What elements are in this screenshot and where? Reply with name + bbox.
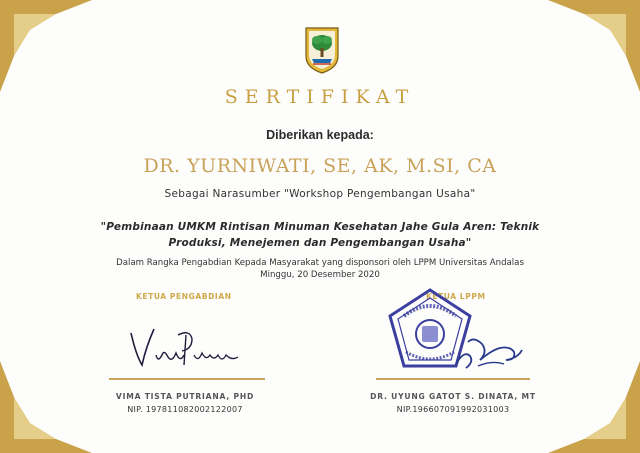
recipient-name: DR. YURNIWATI, SE, AK, M.SI, CA (143, 155, 497, 177)
left-signatory-nip: NIP. 197811082002122007 (127, 405, 243, 414)
right-signature (452, 330, 524, 372)
corner-ornament-bottom-left (0, 361, 92, 453)
left-signature-line (109, 378, 265, 380)
corner-ornament-top-left (0, 0, 92, 92)
given-to-label: Diberikan kepada: (266, 128, 374, 142)
event-date: Minggu, 20 Desember 2020 (260, 270, 380, 280)
corner-ornament-top-right (548, 0, 640, 92)
event-context (80, 257, 560, 281)
certificate-title: SERTIFIKAT (224, 86, 416, 108)
left-signatory-role: KETUA PENGABDIAN (136, 292, 232, 301)
event-theme-line-1: "Pembinaan UMKM Rintisan Minuman Kesehatan Jahe Gula Aren: Teknik (100, 221, 540, 233)
university-logo (303, 26, 341, 74)
corner-ornament-bottom-right (548, 361, 640, 453)
event-context-line-1: Dalam Rangka Pengabdian Kepada Masyarakat yang disponsori oleh LPPM Universitas Andalas (116, 258, 524, 268)
right-signature-line (376, 378, 530, 380)
right-signatory-role: KETUA LPPM (426, 292, 486, 301)
right-signatory-nip: NIP.196607091992031003 (396, 405, 510, 414)
right-signatory-name: DR. UYUNG GATOT S. DINATA, MT (370, 392, 536, 401)
event-theme-line-2: Produksi, Menejemen dan Pengembangan Usaha" (168, 237, 472, 249)
left-signature (128, 325, 248, 375)
left-signatory-name: VIMA TISTA PUTRIANA, PHD (115, 392, 255, 401)
event-theme (90, 219, 550, 251)
recipient-role: Sebagai Narasumber "Workshop Pengembangan Usaha" (164, 188, 476, 200)
